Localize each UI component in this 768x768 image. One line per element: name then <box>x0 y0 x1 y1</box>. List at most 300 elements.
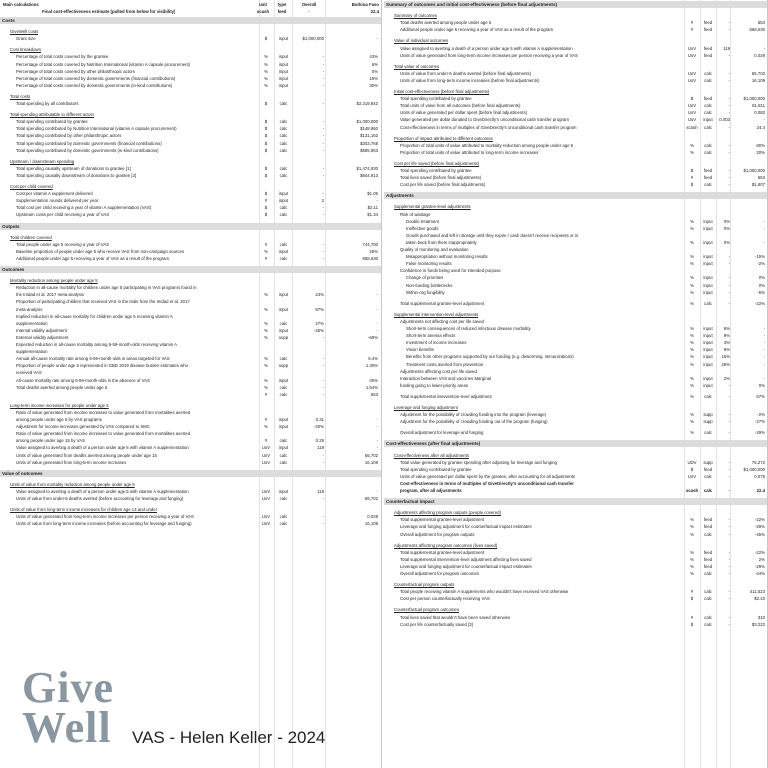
row-value: 67% <box>756 393 765 399</box>
row-label: Total spending contributed by other philanthropic actors <box>16 133 122 139</box>
row-type: input <box>278 36 289 42</box>
row-overall: 0.003 <box>719 117 730 123</box>
row-unit: UoV <box>687 117 697 123</box>
row-overall: - <box>728 596 730 602</box>
row-value: $3,222 <box>751 621 765 627</box>
logo-well-text: Well <box>22 703 112 752</box>
row-type: calc <box>279 126 288 132</box>
row-unit: % <box>690 419 694 425</box>
row-type: calc <box>704 614 712 620</box>
row-unit: # <box>690 20 694 26</box>
row-overall: - <box>322 334 324 340</box>
row-label: Total spending causally upstream of donations to grantee [1] <box>16 165 131 171</box>
row-unit: # <box>690 27 694 33</box>
row-label: the Imdad et al. 2017 meta-analysis <box>16 292 85 298</box>
table-row <box>384 429 767 436</box>
row-label: Quality of monitoring and evaluation <box>400 247 469 252</box>
row-overall: - <box>728 589 730 595</box>
table-row <box>384 109 767 116</box>
row-unit: % <box>690 239 694 245</box>
subsection-header <box>0 28 381 35</box>
row-label: Adjustment for income increases generated by VAS compared to SMC <box>16 424 150 430</box>
row-overall: 16% <box>721 354 730 360</box>
table-row <box>384 570 767 577</box>
table-row <box>0 520 381 527</box>
row-overall: - <box>322 54 324 60</box>
row-label: Total value generated by grantee spending after adjusting for leverage and funging <box>400 459 557 465</box>
table-row <box>384 621 767 628</box>
table-row <box>0 306 381 313</box>
row-overall: 119 <box>723 45 730 51</box>
row-value: 1.30% <box>365 363 378 369</box>
row-type: input <box>278 191 289 197</box>
row-type: feed <box>703 27 713 33</box>
subsection-header <box>0 481 381 488</box>
row-type: calc <box>279 255 288 261</box>
row-overall: - <box>728 524 730 530</box>
row-unit: % <box>690 275 694 281</box>
row-overall: - <box>728 20 730 26</box>
summary-sheet <box>384 0 768 768</box>
row-label: meta-analysis <box>16 306 43 312</box>
row-type: input <box>703 382 713 388</box>
row-unit: % <box>264 327 268 333</box>
subsection-title: Cost-effectiveness after all adjustments <box>394 452 469 458</box>
row-unit: $ <box>264 140 268 146</box>
row-value: 22.4 <box>756 488 765 493</box>
table-row <box>0 125 381 132</box>
row-overall: - <box>728 382 730 388</box>
table-row <box>0 348 381 355</box>
row-label: Value assigned to averting a death of a person under age 5 with vitamin A supplementation <box>16 445 189 451</box>
row-unit: # <box>690 589 694 595</box>
row-type: supp <box>278 334 289 340</box>
row-unit: % <box>690 225 694 231</box>
row-overall: - <box>322 521 324 527</box>
row-label: External validity adjustment <box>16 334 69 340</box>
row-value: -45% <box>754 531 765 537</box>
row-overall: - <box>728 531 730 537</box>
row-type: input <box>278 417 289 422</box>
section-title: Counterfactual impact <box>386 499 435 505</box>
table-row <box>0 334 381 341</box>
row-overall: - <box>728 289 730 295</box>
row-overall: - <box>728 77 730 83</box>
table-row <box>0 75 381 82</box>
row-value: 24.4 <box>756 124 765 130</box>
row-value: $1.06 <box>367 191 378 197</box>
row-label: Upstream costs per child receiving a year of VAS <box>16 212 110 218</box>
row-label: Short-term consequences of reduced infectious disease morbidity <box>406 326 531 331</box>
row-overall: - <box>322 255 324 261</box>
table-row <box>0 35 381 42</box>
table-row <box>384 368 767 375</box>
row-value: 411,523 <box>749 589 765 595</box>
row-overall: - <box>728 254 730 260</box>
subsection-header <box>384 452 767 459</box>
section-header <box>384 1 767 8</box>
row-unit: % <box>264 320 268 326</box>
row-unit: UoV <box>261 514 271 520</box>
row-overall: - <box>728 70 730 76</box>
row-type: feed <box>703 466 713 472</box>
row-overall: - <box>728 621 730 627</box>
subsection-header <box>384 63 767 70</box>
row-type: input <box>278 248 289 254</box>
row-unit: % <box>690 549 694 555</box>
row-value: 15% <box>369 75 378 81</box>
subsection-title: Counterfactual program outcomes <box>394 607 459 613</box>
row-overall: - <box>728 110 730 116</box>
row-type: calc <box>704 142 712 148</box>
table-row <box>384 393 767 400</box>
row-value: - <box>763 218 765 224</box>
row-type: calc <box>704 103 712 109</box>
row-type: input <box>703 225 713 231</box>
row-type: input <box>703 218 713 224</box>
unit-header: unit <box>259 2 267 7</box>
subsection-header <box>384 37 767 44</box>
row-value: 558,530 <box>749 27 765 33</box>
row-overall: - <box>728 412 730 418</box>
row-overall: - <box>728 549 730 555</box>
row-overall: - <box>728 556 730 562</box>
row-label: Ratio of value generated from income increases to value generated from mortalities averted <box>16 409 191 415</box>
row-overall: 2 <box>321 198 324 204</box>
row-type: input <box>278 54 289 60</box>
row-overall: - <box>728 459 730 465</box>
subsection-title: Summary of outcomes <box>394 13 437 19</box>
row-overall: - <box>728 419 730 425</box>
subsection-title: Upstream / downstream spending <box>10 158 75 164</box>
row-value: -29% <box>754 430 765 436</box>
row-overall: - <box>728 168 730 173</box>
table-row <box>384 353 767 360</box>
table-row <box>0 452 381 459</box>
row-unit: % <box>264 306 268 312</box>
row-overall: - <box>728 182 730 188</box>
section-header <box>384 498 767 505</box>
row-type: feed <box>703 517 713 523</box>
table-row <box>384 232 767 239</box>
table-row <box>384 487 767 494</box>
row-label: Units of value generated from deaths averted among people under age 15 <box>16 452 157 458</box>
table-row <box>0 190 381 197</box>
row-value: $2,319,842 <box>356 101 378 106</box>
row-type: calc <box>279 241 288 247</box>
row-type: input <box>278 445 289 451</box>
row-label: Leverage and funging adjustment for counterfactual impact estimates <box>400 524 532 530</box>
row-label: Total spending contributed by grantee <box>16 119 88 125</box>
row-value: 310 <box>757 614 765 620</box>
row-value: 30% <box>369 82 378 88</box>
row-value: 0.029 <box>367 514 378 520</box>
row-label: Total spending contributed by domestic governments (financial contributions) <box>16 140 162 146</box>
row-unit: $ <box>690 96 694 102</box>
row-unit: # <box>264 438 268 444</box>
row-overall: 0.25 <box>315 438 324 444</box>
row-label: Value assigned to averting a death of a person under age 5 with vitamin A supplementation <box>16 488 189 494</box>
row-value: - <box>376 488 378 494</box>
row-type: calc <box>704 393 712 399</box>
table-row <box>384 300 767 307</box>
row-overall: - <box>322 391 324 397</box>
row-value: - <box>763 326 765 331</box>
row-label: Cost per life counterfactually saved [3] <box>400 621 473 627</box>
row-overall: 3% <box>723 340 730 346</box>
row-value: $1.34 <box>367 212 378 218</box>
row-value: 81,811 <box>752 103 765 109</box>
row-unit: % <box>690 382 694 388</box>
row-unit: $ <box>690 182 694 188</box>
table-row <box>384 556 767 563</box>
row-type: calc <box>703 488 713 493</box>
table-row <box>384 473 767 480</box>
row-label: Proportion of participating children that received VAS in the trials from the Imdad et al. 2017 <box>16 299 190 305</box>
row-type: feed <box>703 52 713 58</box>
subsection-header <box>0 183 381 190</box>
row-overall: - <box>728 149 730 155</box>
row-value: - <box>763 340 765 346</box>
row-type: calc <box>279 140 288 146</box>
row-unit: # <box>264 417 268 422</box>
row-label: Proportion of people under age 5 represented in GBD 2019 disease burden estimates who <box>16 363 188 369</box>
table-row <box>0 53 381 60</box>
row-value: $1,807 <box>751 182 765 188</box>
row-overall: - <box>322 363 324 369</box>
row-value: 2% <box>758 556 765 562</box>
subsection-title: Initial cost-effectiveness (before final adjustments) <box>394 89 490 94</box>
subsection-header <box>384 542 767 549</box>
row-overall: - <box>322 68 324 74</box>
row-overall: 0.31 <box>315 417 324 422</box>
subsection-header <box>384 404 767 411</box>
row-type: feed <box>703 96 713 102</box>
row-type: calc <box>704 149 712 155</box>
row-label: Confidence in funds being used for intended purpose <box>400 268 501 274</box>
row-type: calc <box>279 212 288 218</box>
row-label: Implied reduction in all-cause mortality for children under age 5 receiving vitamin A <box>16 313 173 319</box>
row-unit: % <box>264 424 268 430</box>
section-header <box>384 192 767 199</box>
row-value: -22% <box>754 549 765 555</box>
row-type: calc <box>279 147 288 153</box>
table-row <box>384 45 767 52</box>
row-overall: - <box>322 172 324 178</box>
table-row <box>0 284 381 291</box>
row-value: 16,109 <box>364 521 378 527</box>
table-row <box>0 172 381 179</box>
section-header <box>0 223 381 230</box>
row-overall: - <box>322 205 324 211</box>
row-overall: - <box>728 430 730 436</box>
row-label: Overall adjustment for program outputs <box>400 531 475 537</box>
row-label: Adjustments affecting cost per life saved <box>400 368 477 374</box>
row-overall: - <box>322 241 324 247</box>
row-value: - <box>763 361 765 367</box>
row-unit: xcash <box>686 124 698 130</box>
type-header: type <box>277 2 287 7</box>
row-overall: - <box>728 393 730 399</box>
row-label: Percentage of total costs covered by the grantee <box>16 54 109 60</box>
row-label: Leverage and funging adjustment for counterfactual impact estimates <box>400 563 532 569</box>
row-label: Cost-effectiveness in terms of multiples of GiveDirectly's unconditional cash transfer <box>400 480 574 486</box>
row-label: Within-org fungibility <box>406 289 445 295</box>
section-header <box>0 470 381 477</box>
row-type: supp <box>703 419 713 425</box>
row-overall: - <box>728 142 730 148</box>
row-unit: $ <box>690 596 694 602</box>
row-value: 6.4% <box>368 356 378 362</box>
row-label: Total spending causally downstream of donations to grantee [2] <box>16 172 137 178</box>
row-unit: $ <box>264 147 268 153</box>
table-row <box>384 253 767 260</box>
subsection-header <box>0 506 381 513</box>
row-type: calc <box>279 119 288 125</box>
section-title: Outputs <box>2 223 20 229</box>
row-unit: % <box>690 531 694 537</box>
table-row <box>0 437 381 444</box>
row-label: Overall adjustment for program outcomes <box>400 571 480 576</box>
table-row <box>0 391 381 398</box>
row-overall: - <box>728 473 730 479</box>
header-row <box>0 1 381 8</box>
row-unit: % <box>690 261 694 267</box>
row-type: input <box>278 75 289 81</box>
table-row <box>0 430 381 437</box>
main-calc-title: Main calculations <box>3 2 39 7</box>
row-overall: - <box>728 517 730 523</box>
row-unit: % <box>690 524 694 530</box>
row-unit: $ <box>264 36 268 42</box>
row-value: 75,272 <box>751 459 765 465</box>
row-type: input <box>278 424 289 430</box>
row-value: 40% <box>369 377 378 383</box>
table-row <box>0 313 381 320</box>
row-label: Ineffective goods <box>406 225 439 231</box>
section-header <box>0 17 381 24</box>
row-overall: 26% <box>721 361 730 367</box>
table-row <box>0 204 381 211</box>
subsection-title: Total spending attributable to different actors <box>10 112 95 118</box>
row-type: input <box>703 275 713 281</box>
table-row <box>0 362 381 369</box>
table-row <box>0 384 381 391</box>
row-type: input <box>703 254 713 260</box>
section-title: Value of outcomes <box>2 470 43 476</box>
row-unit: % <box>690 300 694 306</box>
table-row <box>0 211 381 218</box>
row-unit: $ <box>690 621 694 627</box>
row-value: 25% <box>369 248 378 254</box>
row-type: calc <box>704 70 712 76</box>
row-label: Annual all-cause mortality rate among 6-59-month-olds in areas targeted for VAS <box>16 356 170 362</box>
row-label: Value assigned to averting a death of a person under age 5 with vitamin A supplementation <box>400 45 573 51</box>
row-value: - <box>763 347 765 353</box>
row-unit: % <box>264 292 268 298</box>
row-overall: 87% <box>315 306 324 312</box>
row-value: $343,768 <box>360 140 378 146</box>
table-row <box>384 563 767 570</box>
row-overall: - <box>322 459 324 465</box>
subsection-title: Total children covered <box>10 234 52 240</box>
row-value: - <box>376 36 378 42</box>
row-overall: - <box>322 133 324 139</box>
row-overall: - <box>322 212 324 218</box>
row-value: - <box>763 375 765 381</box>
logo-caption: VAS - Helen Keller - 2024 <box>132 728 326 747</box>
row-unit: % <box>690 282 694 288</box>
row-unit: $ <box>264 191 268 197</box>
row-type: calc <box>279 356 288 362</box>
row-overall: - <box>728 175 730 181</box>
row-unit: $ <box>264 126 268 132</box>
row-label: Units of value from long-term income increases (before accounting for leverage and funging) <box>16 521 192 527</box>
row-overall: 6% <box>723 326 730 331</box>
row-unit: % <box>690 354 694 360</box>
row-value: -27% <box>754 419 765 425</box>
row-type: calc <box>279 133 288 139</box>
overall-header: Overall <box>301 2 317 7</box>
table-row <box>384 325 767 332</box>
row-value: 1.54% <box>365 384 378 390</box>
row-label: Cost per life saved (before final adjustments) <box>400 182 486 188</box>
row-value: 0% <box>371 68 378 74</box>
row-unit: % <box>264 75 268 81</box>
row-type: input <box>703 354 713 360</box>
row-label: Proportion of total units of value attributed to mortality reduction among people under age 5 <box>400 142 574 148</box>
row-value: 0% <box>758 275 765 281</box>
row-label: program, after all adjustments <box>400 488 462 493</box>
row-type: feed <box>703 20 713 26</box>
row-value: -22% <box>754 517 765 523</box>
row-label: Value generated per dollar donated to GiveDirectly's unconditional cash transfer program <box>400 117 569 123</box>
row-type: feed <box>703 168 713 173</box>
row-label: Percentage of total costs covered by other philanthropic actors <box>16 68 135 74</box>
row-label: supplementation <box>16 349 48 355</box>
row-unit: UoV <box>261 496 271 501</box>
row-label: Cost-effectiveness in terms of multiples of GiveDirectly's unconditional cash transfer program <box>400 124 577 130</box>
row-label: Total units of value from all outcomes (before final adjustments) <box>400 103 521 109</box>
table-row <box>384 142 767 149</box>
subsection-header <box>0 402 381 409</box>
table-row <box>0 241 381 248</box>
row-overall: - <box>728 466 730 472</box>
subsection-title: Long-term income increases for people under age 5 <box>10 402 109 408</box>
row-overall: - <box>322 126 324 132</box>
row-label: Total lives saved that wouldn't have been saved otherwise <box>400 614 511 620</box>
row-unit: % <box>690 412 694 418</box>
row-type: supp <box>703 459 713 465</box>
row-unit: UoV <box>687 45 697 51</box>
row-unit: xcash <box>685 488 699 493</box>
row-value: - <box>376 438 378 444</box>
row-value: - <box>376 320 378 326</box>
row-overall: - <box>322 248 324 254</box>
row-unit: $ <box>264 165 268 171</box>
section-header <box>0 266 381 273</box>
row-overall: - <box>322 147 324 153</box>
row-value: $1,000,000 <box>743 168 765 173</box>
row-type: feed <box>703 549 713 555</box>
subsection-header <box>0 46 381 53</box>
subsection-title: Total value of outcomes <box>394 63 440 69</box>
row-value: 65,702 <box>364 496 378 501</box>
subsection-title: Value of individual outcomes <box>394 38 449 44</box>
row-unit: % <box>690 149 694 155</box>
subsection-header <box>0 158 381 165</box>
final-estimate-value: 22.4 <box>370 9 379 14</box>
